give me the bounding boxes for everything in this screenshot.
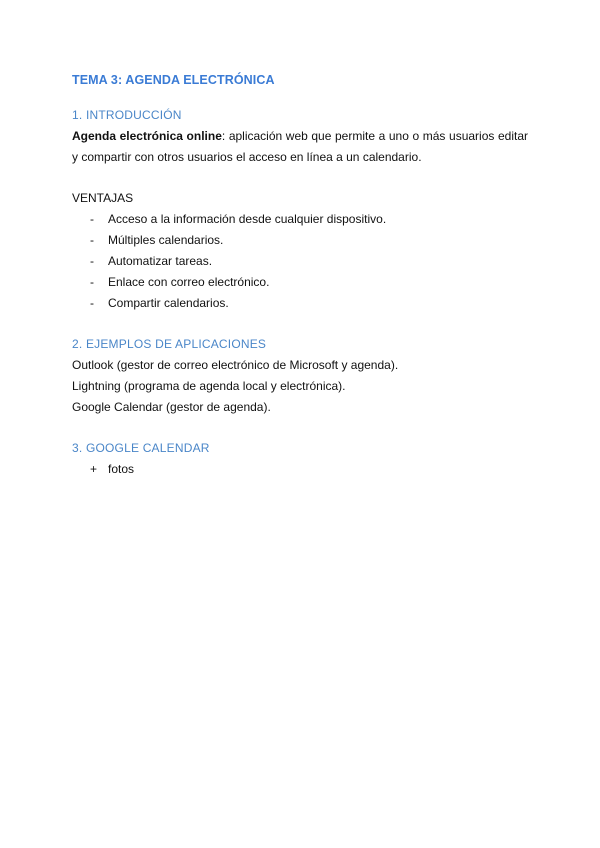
ejemplo-line-lightning: Lightning (programa de agenda local y electrónica). xyxy=(72,379,346,393)
list-item xyxy=(72,251,528,272)
google-calendar-list xyxy=(72,459,528,480)
list-item-text: Enlace con correo electrónico. xyxy=(108,275,270,289)
list-item xyxy=(72,272,528,293)
section-heading-ejemplos: 2. EJEMPLOS DE APLICACIONES xyxy=(72,337,267,351)
document-page xyxy=(72,66,528,480)
dash-bullet: - xyxy=(90,212,94,226)
list-item-text: Acceso a la información desde cualquier dispositivo. xyxy=(108,212,387,226)
intro-definition: : aplicación web que permite a uno o más usuarios editar y compartir con otros usuarios el acceso en línea a un calendario. xyxy=(72,129,528,164)
dash-bullet: - xyxy=(90,254,94,268)
section-heading-introduccion: 1. INTRODUCCIÓN xyxy=(72,108,182,122)
ejemplo-line-google-calendar: Google Calendar (gestor de agenda). xyxy=(72,400,271,414)
dash-bullet: - xyxy=(90,296,94,310)
list-item xyxy=(72,230,528,251)
plus-bullet: + xyxy=(90,462,98,476)
ejemplo-line-outlook: Outlook (gestor de correo electrónico de Microsoft y agenda). xyxy=(72,358,399,372)
list-item-text: Múltiples calendarios. xyxy=(108,233,224,247)
dash-bullet: - xyxy=(90,233,94,247)
section-heading-google-calendar: 3. GOOGLE CALENDAR xyxy=(72,441,210,455)
document-title: TEMA 3: AGENDA ELECTRÓNICA xyxy=(72,73,275,87)
list-item-text: fotos xyxy=(108,462,135,476)
ventajas-heading: VENTAJAS xyxy=(72,191,134,205)
list-item xyxy=(72,293,528,314)
list-item-text: Compartir calendarios. xyxy=(108,296,229,310)
intro-paragraph xyxy=(72,126,528,168)
dash-bullet: - xyxy=(90,275,94,289)
ventajas-list xyxy=(72,209,528,314)
list-item xyxy=(72,209,528,230)
list-item-text: Automatizar tareas. xyxy=(108,254,213,268)
list-item xyxy=(72,459,528,480)
intro-term: Agenda electrónica online xyxy=(72,129,222,143)
